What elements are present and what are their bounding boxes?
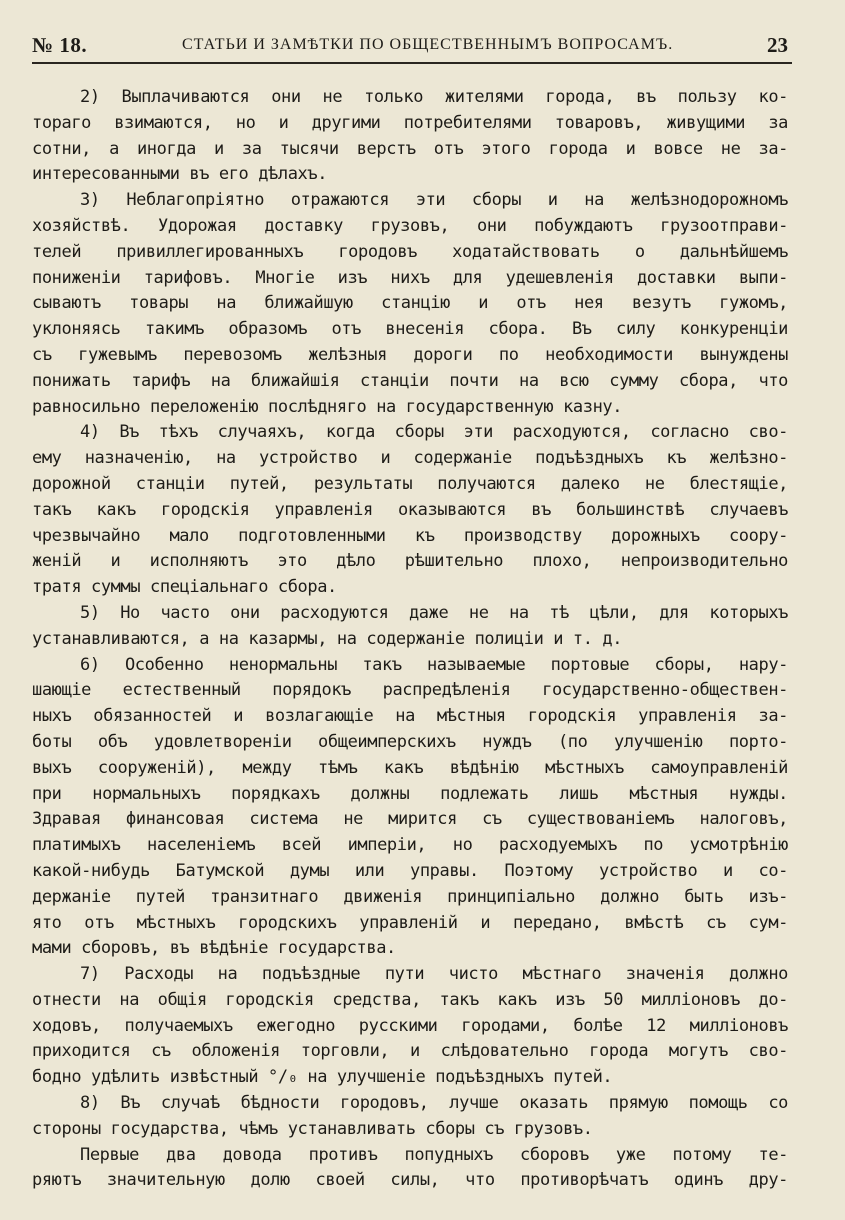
page-number: 23 — [767, 33, 788, 57]
text-line: приходится съ обложенія торговли, и слѣдовательно города могутъ сво- — [32, 1041, 788, 1062]
text-line: сотни, а иногда и за тысячи верстъ отъ этого города и вовсе не за- — [32, 138, 788, 159]
section-title: СТАТЬИ И ЗАМѢТКИ ПО ОБЩЕСТВЕННЫМЪ ВОПРОСАМЪ. — [182, 36, 674, 53]
text-line: такъ какъ городскія управленія оказываются въ большинствѣ случаевъ — [32, 499, 788, 520]
text-line: съ гужевымъ перевозомъ желѣзныя дороги по необходимости вынуждены — [32, 344, 788, 365]
text-line: ходовъ, получаемыхъ ежегодно русскими городами, болѣе 12 милліоновъ — [32, 1015, 788, 1036]
text-line: при нормальныхъ порядкахъ должны подлежать лишь мѣстныя нужды. — [32, 783, 788, 804]
text-line: понижать тарифъ на ближайшія станціи почти на всю сумму сбора, что — [32, 370, 788, 391]
issue-number: № 18. — [32, 33, 88, 57]
text-line: 5) Но часто они расходуются даже не на тѣ цѣли, для которыхъ — [80, 602, 788, 623]
text-line: Здравая финансовая система не мирится съ существованіемъ налоговъ, — [32, 809, 788, 830]
text-line: дорожной станціи путей, результаты получаются далеко не блестящіе, — [32, 473, 788, 494]
text-line: Первые два довода противъ попудныхъ сборовъ уже потому те- — [80, 1144, 788, 1165]
text-line: держаніе путей транзитнаго движенія принципіально должно быть изъ- — [32, 886, 788, 907]
text-line: ято отъ мѣстныхъ городскихъ управленій и передано, вмѣстѣ съ сум- — [32, 912, 788, 933]
text-line: устанавливаются, а на казармы, на содержаніе полиціи и т. д. — [32, 628, 623, 649]
text-line: ныхъ обязанностей и возлагающіе на мѣстныя городскія управленія за- — [32, 706, 788, 727]
text-line: стороны государства, чѣмъ устанавливать сборы съ грузовъ. — [32, 1118, 593, 1139]
text-line: пониженіи тарифовъ. Многіе изъ нихъ для удешевленія доставки выпи- — [32, 267, 788, 288]
text-line: 4) Въ тѣхъ случаяхъ, когда сборы эти расходуются, согласно сво- — [80, 422, 788, 443]
text-line: уклоняясь такимъ образомъ отъ внесенія сбора. Въ силу конкуренціи — [32, 319, 788, 340]
text-line: 2) Выплачиваются они не только жителями города, въ пользу ко- — [80, 87, 788, 107]
text-line: телей привиллегированныхъ городовъ ходатайствовать о дальнѣйшемъ — [32, 241, 788, 262]
text-line: ему назначенію, на устройство и содержаніе подъѣздныхъ къ желѣзно- — [32, 448, 788, 469]
text-line: хозяйствѣ. Удорожая доставку грузовъ, они побуждаютъ грузоотправи- — [32, 215, 788, 236]
text-line: 6) Особенно ненормальны такъ называемые портовые сборы, нару- — [80, 654, 788, 675]
text-line: отнести на общія городскія средства, такъ какъ изъ 50 милліоновъ до- — [32, 989, 788, 1010]
text-line: тратя суммы спеціальнаго сбора. — [32, 577, 337, 598]
text-line: бодно удѣлить извѣстный °/₀ на улучшеніе подъѣздныхъ путей. — [32, 1067, 613, 1088]
text-line: чрезвычайно мало подготовленными къ производству дорожныхъ соору- — [32, 525, 788, 546]
text-line: сываютъ товары на ближайшую станцію и отъ нея везутъ гужомъ, — [32, 293, 788, 314]
article-body — [32, 85, 788, 1194]
text-line: мами сборовъ, въ вѣдѣніе государства. — [32, 938, 396, 959]
text-line: боты объ удовлетвореніи общеимперскихъ нуждъ (по улучшенію порто- — [32, 731, 788, 752]
text-line: 7) Расходы на подъѣздные пути чисто мѣстнаго значенія должно — [80, 964, 788, 985]
text-line: шающіе естественный порядокъ распредѣленія государственно-обществен- — [32, 680, 788, 701]
text-line: ряютъ значительную долю своей силы, что противорѣчатъ одинъ дру- — [32, 1170, 788, 1191]
text-line: платимыхъ населеніемъ всей имперіи, но расходуемыхъ по усмотрѣнію — [32, 835, 788, 856]
text-line: какой-нибудь Батумской думы или управы. Поэтому устройство и со- — [32, 860, 788, 881]
text-line: женій и исполняютъ это дѣло рѣшительно плохо, непроизводительно — [32, 551, 788, 572]
text-line: 8) Въ случаѣ бѣдности городовъ, лучше оказать прямую помощь со — [80, 1093, 788, 1114]
text-line: 3) Неблагопріятно отражаются эти сборы и на желѣзнодорожномъ — [80, 190, 788, 211]
running-header — [32, 28, 792, 64]
text-line: интересованными въ его дѣлахъ. — [32, 164, 328, 185]
text-line: выхъ сооруженій), между тѣмъ какъ вѣдѣнію мѣстныхъ самоуправленій — [32, 757, 788, 778]
text-line: равносильно переложенію послѣдняго на государственную казну. — [32, 396, 623, 417]
text-line: тораго взимаются, но и другими потребителями товаровъ, живущими за — [32, 112, 788, 133]
